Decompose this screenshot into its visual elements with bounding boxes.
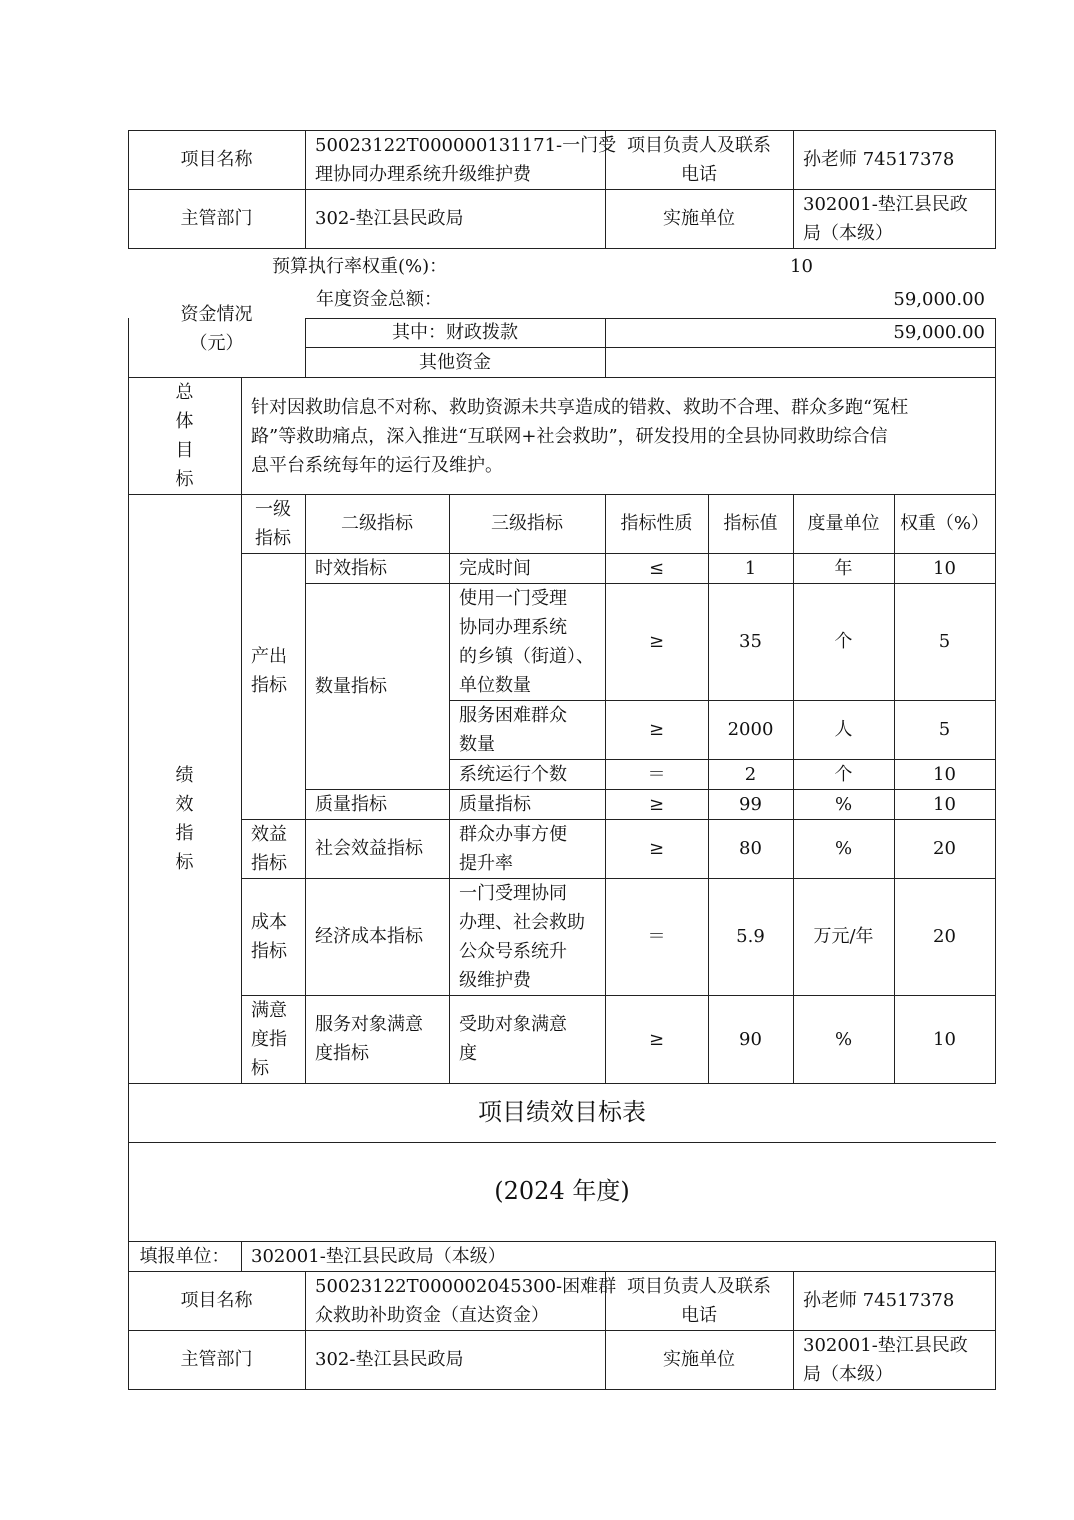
unit-cell: 人 <box>834 719 853 740</box>
level3-cell: 一门受理协同 办理、社会救助 公众号系统升 级维护费 <box>459 882 585 991</box>
goal-text: 针对因救助信息不对称、救助资源未共享造成的错救、救助不合理、群众多跑“冤枉 路”等救助痛点，深入推进“互联网+社会救助”，研发投用的全县协同救助综合信 息平台系统每年的运行及维护。 <box>251 397 909 476</box>
project2-contact-value: 孙老师 74517378 <box>803 1290 955 1311</box>
header-nature: 指标性质 <box>620 513 693 534</box>
rule <box>995 130 996 249</box>
value-cell: 2 <box>744 763 757 785</box>
project-name-label: 项目名称 <box>180 149 253 170</box>
impl-value: 302001-垫江县民政 局（本级） <box>803 193 968 244</box>
indicators-section-label: 绩 效 指 标 <box>175 764 194 873</box>
level2-quantity: 数量指标 <box>315 675 387 697</box>
project2-dept-value: 302-垫江县民政局 <box>315 1349 464 1370</box>
other-funds-label: 其他资金 <box>419 351 491 373</box>
value-cell: 5.9 <box>736 926 765 947</box>
weight-cell: 10 <box>933 557 956 579</box>
project-name-value: 50023122T000000131171-一门受 理协同办理系统升级维护费 <box>315 134 617 185</box>
dept-label: 主管部门 <box>180 208 253 229</box>
fill-unit-label: 填报单位： <box>139 1245 230 1267</box>
rule <box>449 494 450 1084</box>
contact-label: 项目负责人及联系 电话 <box>627 134 771 185</box>
level1-output: 产出 指标 <box>251 646 287 696</box>
fill-unit-value: 302001-垫江县民政局（本级） <box>251 1245 506 1267</box>
value-cell: 90 <box>739 1028 762 1050</box>
header-value: 指标值 <box>723 513 778 534</box>
level1-cost: 成本 指标 <box>251 911 287 962</box>
header-level2: 二级指标 <box>341 513 413 534</box>
unit-cell: % <box>834 838 853 859</box>
nature-cell: ≥ <box>648 1028 665 1050</box>
rule <box>128 1389 996 1390</box>
level3-cell: 质量指标 <box>459 793 531 815</box>
rule <box>241 1241 242 1271</box>
weight-cell: 5 <box>938 719 951 740</box>
nature-cell: ＝ <box>647 926 666 947</box>
unit-cell: 年 <box>834 557 853 579</box>
goal-label: 总 体 目 标 <box>175 381 194 490</box>
level2-quality: 质量指标 <box>315 793 387 815</box>
weight-cell: 20 <box>933 838 956 859</box>
project2-impl-value: 302001-垫江县民政 局（本级） <box>803 1334 968 1385</box>
rule <box>128 248 996 249</box>
unit-cell: 万元/年 <box>813 926 874 947</box>
header-unit: 度量单位 <box>807 513 880 534</box>
header-weight: 权重（%） <box>899 513 990 534</box>
fiscal-value: 59,000.00 <box>893 322 985 343</box>
level2-satisfaction: 服务对象满意 度指标 <box>315 1014 423 1064</box>
fiscal-label: 其中：财政拨款 <box>392 322 518 343</box>
nature-cell: ≥ <box>648 838 665 859</box>
table-year: (2024 年度) <box>494 1177 630 1205</box>
rule <box>305 1271 306 1390</box>
budget-weight-label: 预算执行率权重(%)： <box>272 256 448 277</box>
rule <box>995 1241 996 1390</box>
rule <box>793 1271 794 1390</box>
rule <box>995 318 996 1084</box>
value-cell: 2000 <box>727 719 774 740</box>
level3-cell: 完成时间 <box>459 557 531 579</box>
nature-cell: ≥ <box>648 793 665 815</box>
level1-benefit: 效益 指标 <box>251 823 287 874</box>
weight-cell: 20 <box>933 926 956 947</box>
header-level3: 三级指标 <box>491 513 563 534</box>
level3-cell: 受助对象满意 度 <box>459 1014 567 1064</box>
nature-cell: ＝ <box>647 763 666 785</box>
dept-value: 302-垫江县民政局 <box>315 208 464 229</box>
annual-total-value: 59,000.00 <box>893 289 985 310</box>
project2-name-label: 项目名称 <box>180 1290 253 1311</box>
value-cell: 99 <box>739 793 762 815</box>
nature-cell: ≥ <box>648 719 665 740</box>
unit-cell: 个 <box>834 631 853 652</box>
project2-name-value: 50023122T000002045300-困难群 众救助补助资金（直达资金） <box>315 1275 617 1326</box>
level3-cell: 系统运行个数 <box>459 763 567 785</box>
level2-economic: 经济成本指标 <box>315 926 423 947</box>
weight-cell: 5 <box>938 631 951 652</box>
unit-cell: % <box>834 793 853 815</box>
level2-timeliness: 时效指标 <box>315 557 387 579</box>
nature-cell: ≥ <box>648 631 665 652</box>
value-cell: 35 <box>739 631 762 652</box>
rule <box>305 494 306 1084</box>
table-title: 项目绩效目标表 <box>478 1098 646 1126</box>
rule <box>793 130 794 249</box>
project2-contact-label: 项目负责人及联系 电话 <box>627 1275 771 1326</box>
value-cell: 80 <box>739 838 762 859</box>
other-funds-value <box>605 347 985 377</box>
weight-cell: 10 <box>933 1028 956 1050</box>
level3-cell: 使用一门受理 协同办理系统 的乡镇（街道）、 单位数量 <box>459 587 594 696</box>
budget-weight-value: 10 <box>790 256 813 277</box>
weight-cell: 10 <box>933 763 956 785</box>
level3-cell: 服务困难群众 数量 <box>459 704 567 755</box>
contact-value: 孙老师 74517378 <box>803 149 955 170</box>
rule <box>128 377 996 378</box>
rule <box>241 377 242 1084</box>
level2-social: 社会效益指标 <box>315 838 423 859</box>
weight-cell: 10 <box>933 793 956 815</box>
value-cell: 1 <box>744 557 757 579</box>
level3-cell: 群众办事方便 提升率 <box>459 823 567 874</box>
level1-satisfaction: 满意 度指 标 <box>251 999 287 1079</box>
header-level1: 一级 指标 <box>255 498 291 549</box>
project2-dept-label: 主管部门 <box>180 1349 253 1370</box>
funding-section-label: 资金情况 （元） <box>180 304 253 354</box>
rule <box>305 130 306 249</box>
impl-label: 实施单位 <box>663 208 735 229</box>
project2-impl-label: 实施单位 <box>663 1349 735 1370</box>
nature-cell: ≤ <box>648 557 665 579</box>
annual-total-label: 年度资金总额： <box>316 289 442 310</box>
unit-cell: 个 <box>834 763 853 785</box>
unit-cell: % <box>834 1028 853 1050</box>
